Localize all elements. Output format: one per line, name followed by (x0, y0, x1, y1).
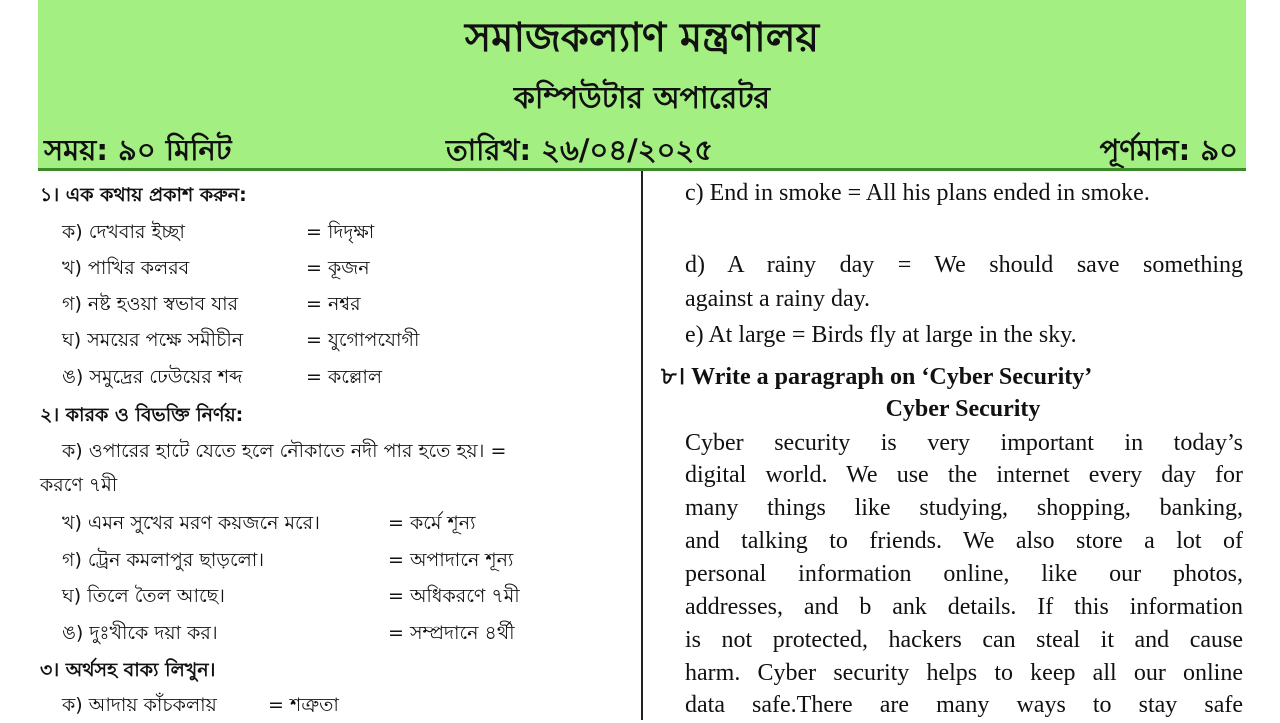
q2-item-answer: = কর্মে শূন্য (388, 512, 476, 534)
idiom-d-line-1: d) A rainy day = We should save something (685, 252, 1243, 278)
paragraph-line: many things like studying, shopping, banking, (685, 495, 1243, 521)
idiom-c: c) End in smoke = All his plans ended in smoke. (685, 180, 1150, 206)
paragraph-line: Cyber security is very important in today’s (685, 430, 1243, 456)
q2-item-answer: = সম্প্রদানে ৪র্থী (388, 622, 515, 644)
full-marks: পূর্ণমান: ৯০ (1099, 133, 1238, 167)
question-1-heading: ১। এক কথায় প্রকাশ করুন: (40, 184, 247, 206)
q1-item-answer: = নশ্বর (306, 293, 361, 315)
q2-item-answer: = অপাদানে শূন্য (388, 549, 514, 571)
q2-item-question: খ) এমন সুখের মরণ কয়জনে মরে। (62, 512, 320, 534)
q2-item-1-line-1: ক) ওপারের হাটে যেতে হলে নৌকাতে নদী পার হতে হয়। = (62, 440, 507, 462)
q2-item-question: ঙ) দুঃখীকে দয়া কর। (62, 622, 218, 644)
paragraph-line: and talking to friends. We also store a lot of (685, 528, 1243, 554)
page-title: সমাজকল্যাণ মন্ত্রণালয় (464, 15, 820, 61)
paragraph-line: is not protected, hackers can steal it and cause (685, 627, 1243, 653)
question-3-heading: ৩। অর্থসহ বাক্য লিখুন। (40, 659, 216, 681)
idiom-d-line-2: against a rainy day. (685, 286, 871, 312)
q1-item-answer: = দিদৃক্ষা (306, 221, 375, 243)
question-2-heading: ২। কারক ও বিভক্তি নির্ণয়: (40, 404, 244, 426)
exam-time: সময়: ৯০ মিনিট (44, 133, 232, 167)
paragraph-line: harm. Cyber security helps to keep all our online (685, 660, 1243, 686)
paragraph-title: Cyber Security (885, 396, 1041, 422)
q2-item-1-line-2: করণে ৭মী (40, 474, 118, 496)
header-banner (38, 0, 1246, 168)
paragraph-line: personal information online, like our photos, (685, 561, 1243, 587)
paragraph-line: digital world. We use the internet every day for (685, 462, 1243, 488)
q2-item-question: গ) ট্রেন কমলাপুর ছাড়লো। (62, 549, 265, 571)
q1-item-answer: = কূজন (306, 257, 370, 279)
idiom-e: e) At large = Birds fly at large in the sky. (685, 322, 1077, 348)
q1-item-answer: = কল্লোল (306, 366, 383, 388)
q1-item-question: খ) পাখির কলরব (62, 257, 190, 279)
page-subtitle: কম্পিউটার অপারেটর (513, 81, 771, 116)
q3-item-answer: = শত্রুতা (268, 694, 339, 716)
question-8-heading: ৮। Write a paragraph on ‘Cyber Security’ (661, 364, 1093, 390)
q1-item-answer: = যুগোপযোগী (306, 329, 420, 351)
column-divider (641, 171, 643, 720)
q3-item-question: ক) আদায় কাঁচকলায় (62, 694, 217, 716)
q1-item-question: ঘ) সময়ের পক্ষে সমীচীন (62, 329, 244, 351)
q1-item-question: ঙ) সমুদ্রের ঢেউয়ের শব্দ (62, 366, 243, 388)
exam-date: তারিখ: ২৬/০৪/২০২৫ (446, 133, 714, 167)
paragraph-line: data safe.There are many ways to stay safe (685, 692, 1243, 718)
q2-item-answer: = অধিকরণে ৭মী (388, 585, 520, 607)
q1-item-question: ক) দেখবার ইচ্ছা (62, 221, 185, 243)
q2-item-question: ঘ) তিলে তৈল আছে। (62, 585, 225, 607)
paragraph-line: addresses, and b ank details. If this information (685, 594, 1243, 620)
q1-item-question: গ) নষ্ট হওয়া স্বভাব যার (62, 293, 239, 315)
